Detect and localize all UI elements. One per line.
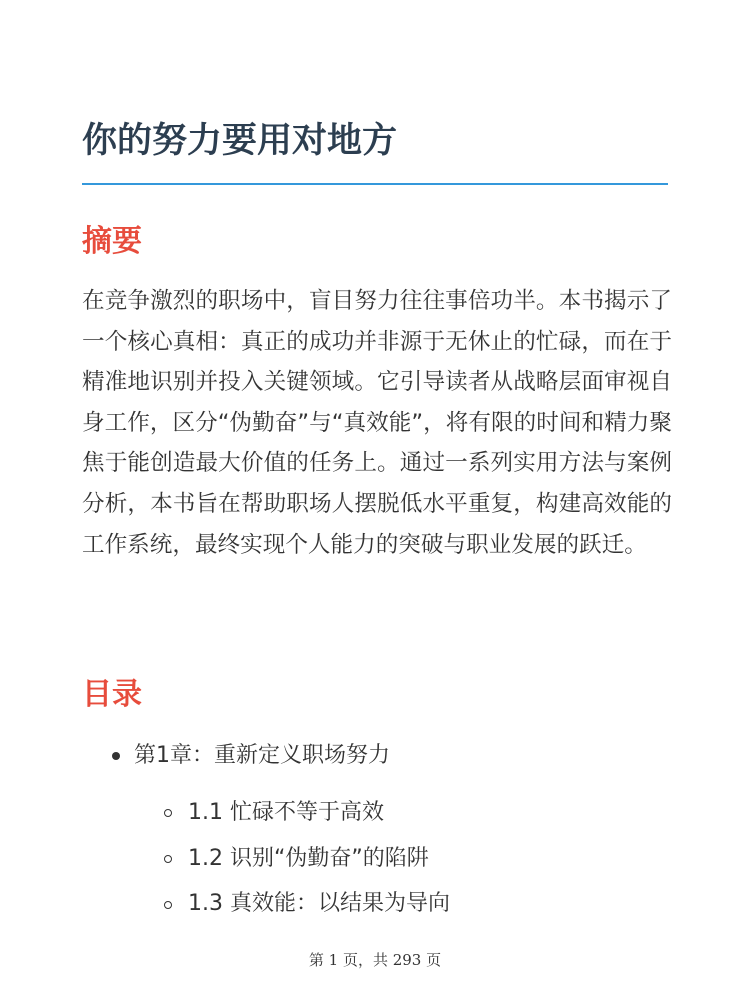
bullet-disc-icon	[112, 752, 120, 760]
bullet-circle-icon	[164, 809, 172, 817]
summary-paragraph: 在竞争激烈的职场中，盲目努力往往事倍功半。本书揭示了一个核心真相：真正的成功并非源于无休止的忙碌，而在于精准地识别并投入关键领域。它引导读者从战略层面审视自身工作，区分“伪勤奋”与“真效能”，将有限的时间和精力聚焦于能创造最大价值的任务上。通过一系列实用方法与案例分析，本书旨在帮助职场人摆脱低水平重复，构建高效能的工作系统，最终实现个人能力的突破与职业发展的跃迁。	[82, 288, 672, 558]
toc-subitem: 1.1 忙碌不等于高效	[188, 800, 384, 825]
toc-subitem: 1.2 识别“伪勤奋”的陷阱	[188, 846, 429, 871]
toc-heading: 目录	[82, 677, 142, 712]
toc-subitem: 1.3 真效能：以结果为导向	[188, 891, 450, 916]
bullet-circle-icon	[164, 901, 172, 909]
document-title: 你的努力要用对地方	[82, 121, 398, 161]
bullet-circle-icon	[164, 855, 172, 863]
toc-chapter-1: 第1章：重新定义职场努力	[134, 743, 390, 768]
page-footer: 第 1 页，共 293 页	[308, 951, 442, 969]
title-divider	[82, 183, 668, 185]
summary-heading: 摘要	[82, 224, 142, 259]
